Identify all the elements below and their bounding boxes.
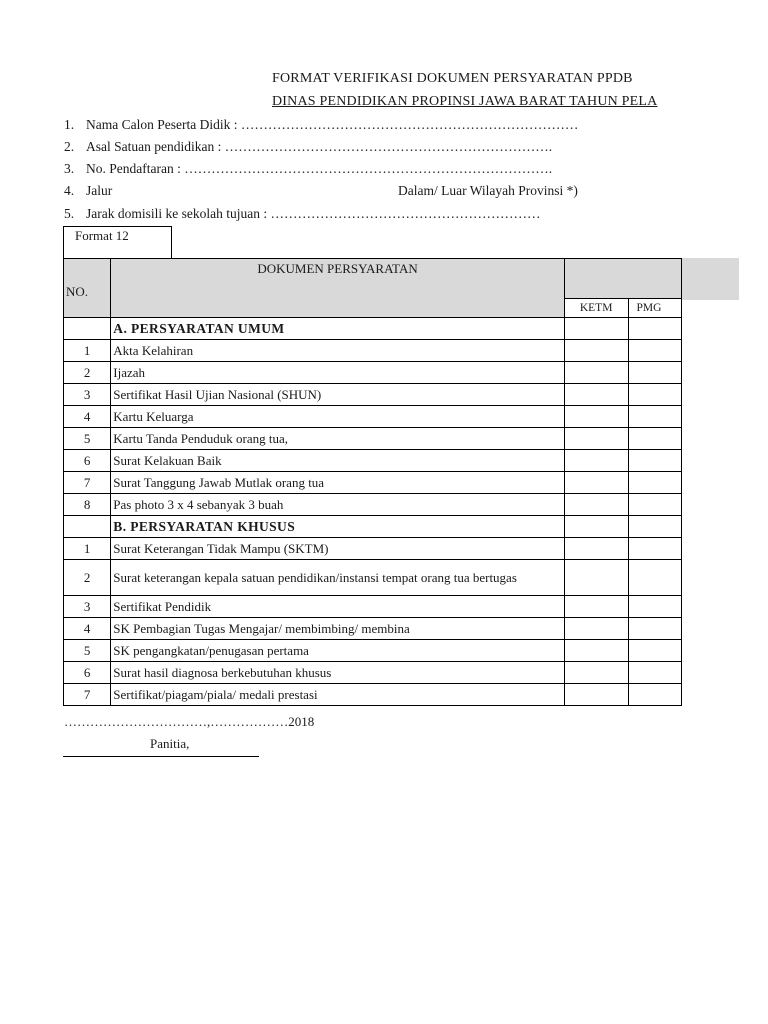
row-document: Surat Keterangan Tidak Mampu (SKTM) — [111, 538, 564, 560]
ketm-check-cell[interactable] — [564, 640, 628, 662]
table-row — [64, 428, 682, 450]
ketm-check-cell[interactable] — [564, 494, 628, 516]
ketm-check-cell[interactable] — [564, 618, 628, 640]
header-shade — [682, 258, 739, 300]
field-jalur: 4. Jalur — [64, 183, 113, 198]
col-no-header: NO. — [64, 259, 111, 318]
row-document: Surat keterangan kepala satuan pendidikan/instansi tempat orang tua bertugas — [111, 560, 564, 596]
ketm-check-cell[interactable] — [564, 340, 628, 362]
row-document: SK pengangkatan/penugasan pertama — [111, 640, 564, 662]
format-label: Format 12 — [63, 226, 172, 259]
pmg-check-cell[interactable] — [628, 538, 681, 560]
col-doc-header: DOKUMEN PERSYARATAN — [111, 259, 564, 318]
row-document: Surat Tanggung Jawab Mutlak orang tua — [111, 472, 564, 494]
pmg-check-cell[interactable] — [628, 428, 681, 450]
table-row — [64, 596, 682, 618]
row-document: Pas photo 3 x 4 sebanyak 3 buah — [111, 494, 564, 516]
section-a-title: A. PERSYARATAN UMUM — [111, 318, 564, 340]
ketm-check-cell[interactable] — [564, 662, 628, 684]
form-subtitle: DINAS PENDIDIKAN PROPINSI JAWA BARAT TAHUN PELA — [272, 94, 658, 109]
row-document: Surat Kelakuan Baik — [111, 450, 564, 472]
row-number: 3 — [64, 596, 111, 618]
pmg-check-cell[interactable] — [628, 618, 681, 640]
row-document: Sertifikat Pendidik — [111, 596, 564, 618]
row-document: Sertifikat Hasil Ujian Nasional (SHUN) — [111, 384, 564, 406]
row-document: SK Pembagian Tugas Mengajar/ membimbing/ membina — [111, 618, 564, 640]
ketm-check-cell[interactable] — [564, 684, 628, 706]
pmg-check-cell[interactable] — [628, 384, 681, 406]
ketm-check-cell[interactable] — [564, 450, 628, 472]
row-document: Akta Kelahiran — [111, 340, 564, 362]
pmg-check-cell[interactable] — [628, 472, 681, 494]
pmg-check-cell[interactable] — [628, 450, 681, 472]
ketm-check-cell[interactable] — [564, 472, 628, 494]
footer-date: ……………………………,………………2018 — [64, 714, 315, 729]
row-number: 7 — [64, 684, 111, 706]
table-row — [64, 560, 682, 596]
ketm-check-cell[interactable] — [564, 596, 628, 618]
footer-panitia: Panitia, — [150, 736, 190, 751]
row-document: Surat hasil diagnosa berkebutuhan khusus — [111, 662, 564, 684]
table-row — [64, 406, 682, 428]
pmg-check-cell[interactable] — [628, 560, 681, 596]
requirements-table — [63, 258, 682, 706]
table-row — [64, 684, 682, 706]
pmg-check-cell[interactable] — [628, 406, 681, 428]
row-number: 7 — [64, 472, 111, 494]
table-row — [64, 384, 682, 406]
table-row — [64, 450, 682, 472]
col-ketm-header: KETM — [564, 299, 628, 318]
col-pmg-header: PMG — [628, 299, 681, 318]
row-number: 8 — [64, 494, 111, 516]
field-asal-satuan: 2. Asal Satuan pendidikan : ………………………………………………………………. — [64, 139, 553, 154]
ketm-check-cell[interactable] — [564, 428, 628, 450]
row-number: 6 — [64, 450, 111, 472]
pmg-check-cell[interactable] — [628, 362, 681, 384]
check-header-top — [564, 259, 681, 299]
section-a-row — [64, 318, 682, 340]
table-row — [64, 662, 682, 684]
pmg-check-cell[interactable] — [628, 684, 681, 706]
field-no-pendaftaran: 3. No. Pendaftaran : ………………………………………………………………………. — [64, 161, 553, 176]
field-wilayah: Dalam/ Luar Wilayah Provinsi *) — [398, 183, 578, 198]
ketm-check-cell[interactable] — [564, 362, 628, 384]
table-row — [64, 640, 682, 662]
row-number: 5 — [64, 428, 111, 450]
table-row — [64, 538, 682, 560]
row-number: 1 — [64, 538, 111, 560]
row-document: Sertifikat/piagam/piala/ medali prestasi — [111, 684, 564, 706]
form-title: FORMAT VERIFIKASI DOKUMEN PERSYARATAN PPDB — [272, 71, 633, 86]
pmg-check-cell[interactable] — [628, 596, 681, 618]
table-row — [64, 494, 682, 516]
pmg-check-cell[interactable] — [628, 640, 681, 662]
row-number: 2 — [64, 362, 111, 384]
row-document: Kartu Tanda Penduduk orang tua, — [111, 428, 564, 450]
section-b-row — [64, 516, 682, 538]
table-row — [64, 340, 682, 362]
row-document: Kartu Keluarga — [111, 406, 564, 428]
table-row — [64, 362, 682, 384]
row-number: 5 — [64, 640, 111, 662]
field-nama: 1. Nama Calon Peserta Didik : ………………………………………………………………… — [64, 117, 579, 132]
section-b-title: B. PERSYARATAN KHUSUS — [111, 516, 564, 538]
field-jarak: 5. Jarak domisili ke sekolah tujuan : …………………………………………………… — [64, 206, 541, 221]
row-number: 3 — [64, 384, 111, 406]
ketm-check-cell[interactable] — [564, 560, 628, 596]
table-row — [64, 472, 682, 494]
ketm-check-cell[interactable] — [564, 406, 628, 428]
row-document: Ijazah — [111, 362, 564, 384]
pmg-check-cell[interactable] — [628, 340, 681, 362]
ketm-check-cell[interactable] — [564, 384, 628, 406]
table-row — [64, 618, 682, 640]
row-number: 1 — [64, 340, 111, 362]
row-number: 2 — [64, 560, 111, 596]
pmg-check-cell[interactable] — [628, 662, 681, 684]
ketm-check-cell[interactable] — [564, 538, 628, 560]
row-number: 6 — [64, 662, 111, 684]
row-number: 4 — [64, 406, 111, 428]
signature-line — [63, 756, 259, 757]
pmg-check-cell[interactable] — [628, 494, 681, 516]
row-number: 4 — [64, 618, 111, 640]
